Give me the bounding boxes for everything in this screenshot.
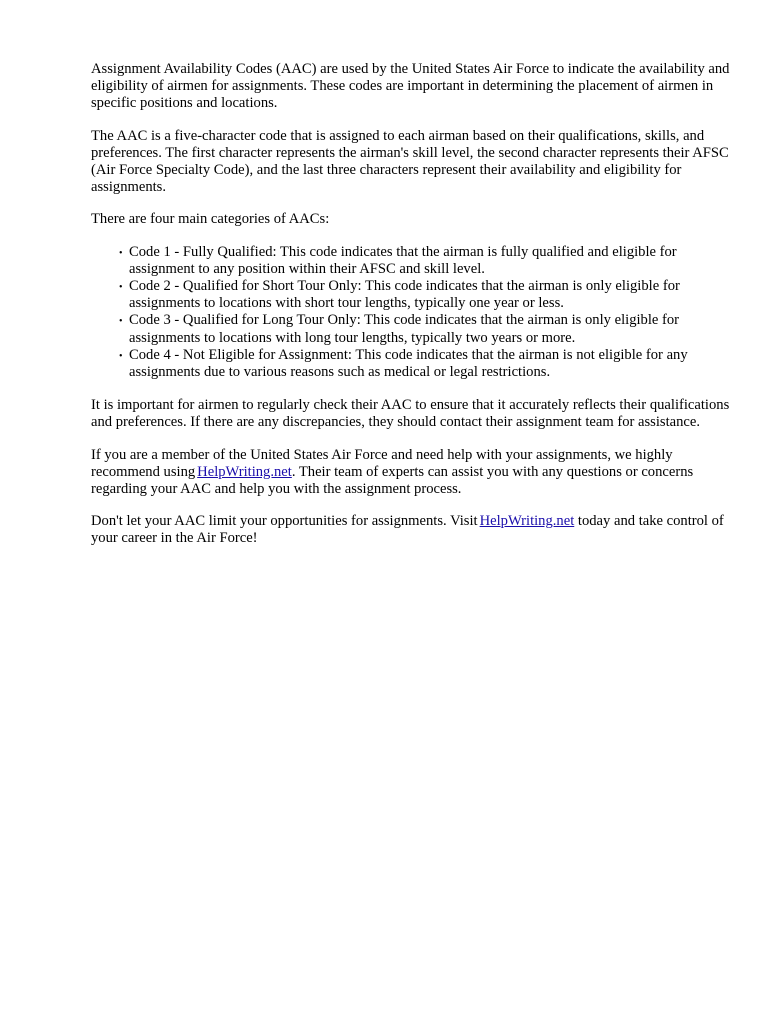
bullet-icon: •: [119, 282, 123, 294]
help-text-before: If you are a member of the United States Air Force and need help with your assignments, we highly recommend using: [91, 446, 673, 480]
closing-paragraph: [91, 513, 731, 547]
aac-code-list: [91, 244, 731, 382]
intro-paragraph: Assignment Availability Codes (AAC) are used by the United States Air Force to indicate the availability and eligibility of airmen for assignments. These codes are important in determining the placement of airmen in specific positions and locations.: [91, 61, 730, 112]
list-item: [119, 346, 731, 381]
code-4-text: Code 4 - Not Eligible for Assignment: This code indicates that the airman is not eligible for any assignments due to various reasons such as medical or legal restrictions.: [129, 346, 688, 381]
helpwriting-link-closing[interactable]: HelpWriting.net: [479, 513, 575, 530]
bullet-icon: •: [119, 350, 123, 362]
closing-text-after: today and take control of your career in the Air Force!: [91, 513, 724, 547]
bullet-icon: •: [119, 316, 123, 328]
code-2-text: Code 2 - Qualified for Short Tour Only: This code indicates that the airman is only eligible for assignments to locations with short tour lengths, typically one year or less.: [129, 278, 680, 312]
code-3-text: Code 3 - Qualified for Long Tour Only: This code indicates that the airman is only eligible for assignments to locations with long tour lengths, typically two years or more.: [129, 312, 680, 346]
categories-intro-paragraph: There are four main categories of AACs:: [91, 211, 330, 228]
helpwriting-link[interactable]: HelpWriting.net: [197, 463, 292, 480]
closing-text-before: Don't let your AAC limit your opportunities for assignments. Visit: [91, 513, 478, 530]
bullet-icon: •: [119, 247, 123, 259]
list-item: [119, 312, 731, 346]
help-text-after: . Their team of experts can assist you with any questions or concerns regarding your AAC and help you with the assignment process.: [91, 463, 694, 498]
code-1-text: Code 1 - Fully Qualified: This code indicates that the airman is fully qualified and eligible for assignment to any position within their AFSC and skill level.: [129, 243, 677, 277]
document-page: [91, 61, 731, 563]
aac-definition-paragraph: The AAC is a five-character code that is assigned to each airman based on their qualifications, skills, and preferences. The first character represents the airman's skill level, the second character represents their AFSC (Air Force Specialty Code), and the last three characters represent their availability and eligibility for assignments.: [91, 127, 729, 196]
help-paragraph: [91, 447, 731, 499]
check-aac-paragraph: It is important for airmen to regularly check their AAC to ensure that it accurately reflects their qualifications and preferences. If there are any discrepancies, they should contact their assignment team for assistance.: [91, 397, 730, 431]
list-item: [119, 278, 731, 312]
list-item: [119, 243, 731, 278]
